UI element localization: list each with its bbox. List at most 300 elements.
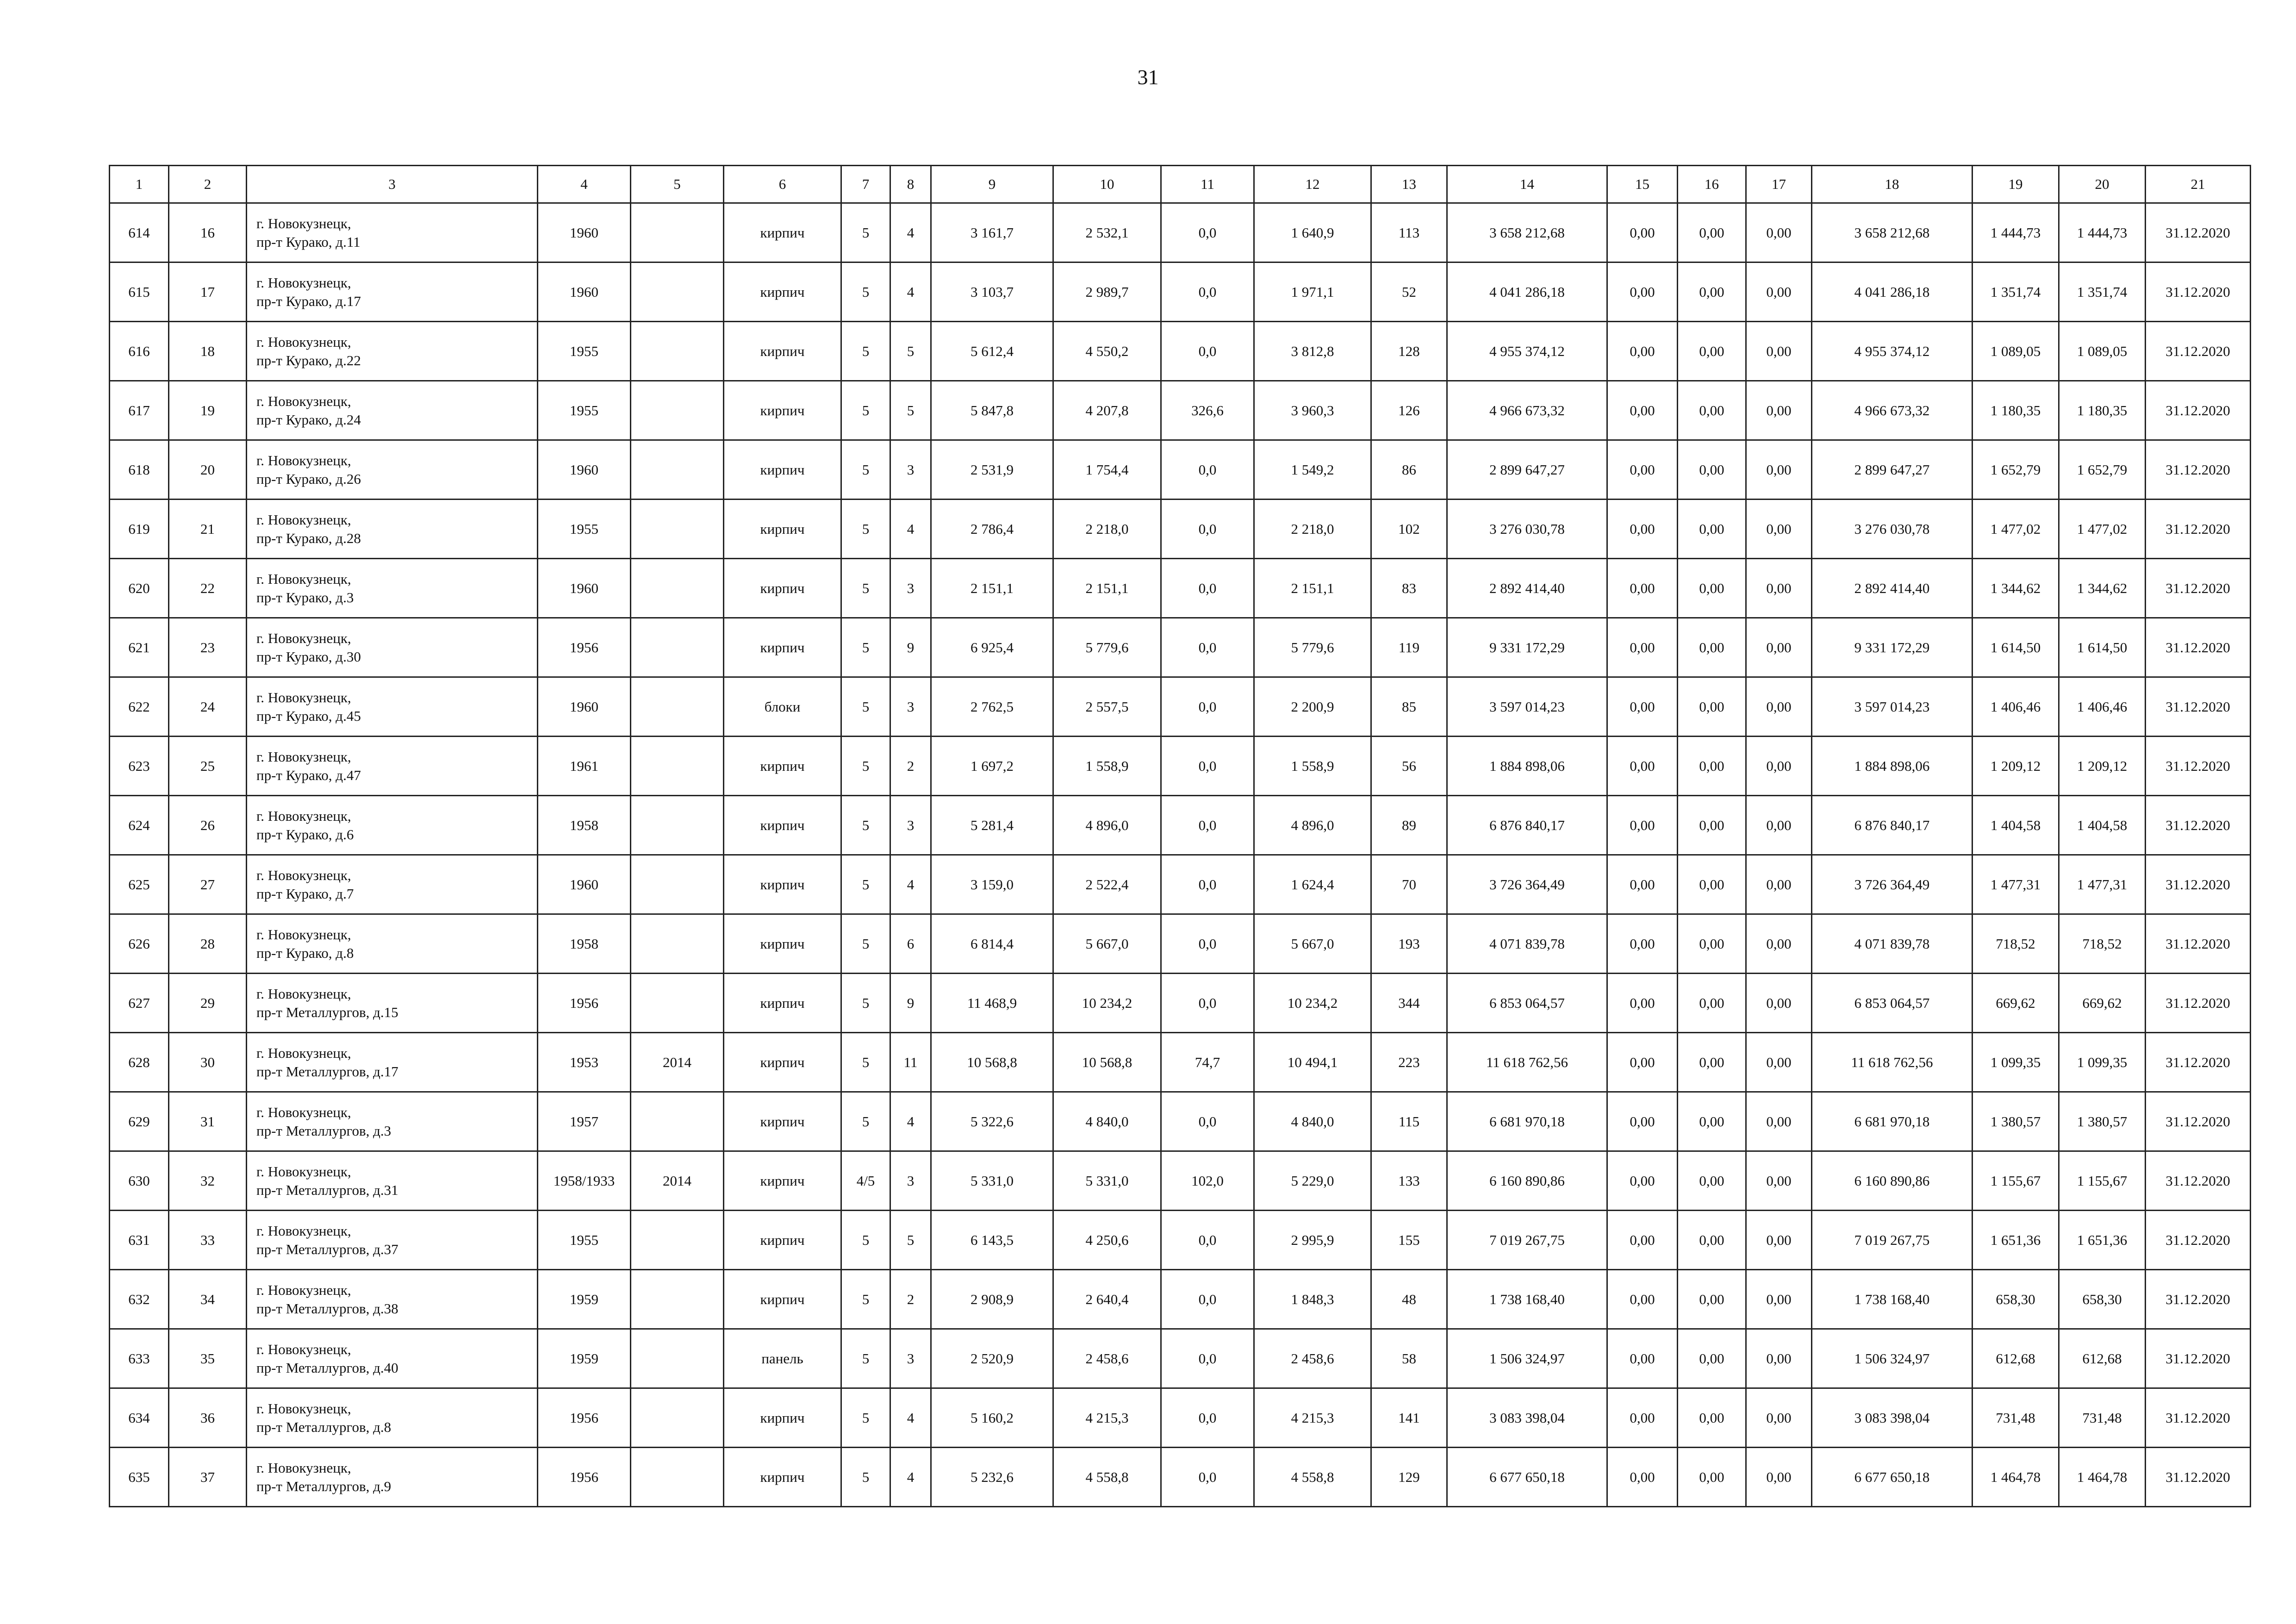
table-row xyxy=(110,500,2251,559)
column-header: 6 xyxy=(724,166,841,203)
cell-material: кирпич xyxy=(724,1448,841,1507)
cell-c19: 1 089,05 xyxy=(1972,322,2059,381)
cell-area-nonres: 74,7 xyxy=(1161,1033,1254,1092)
cell-area-nonres: 0,0 xyxy=(1161,500,1254,559)
cell-c17: 0,00 xyxy=(1746,1388,1812,1448)
cell-year-built: 1961 xyxy=(538,737,631,796)
cell-c20: 1 464,78 xyxy=(2059,1448,2146,1507)
cell-date: 31.12.2020 xyxy=(2146,381,2251,440)
cell-n: 29 xyxy=(169,974,247,1033)
cell-year-built: 1955 xyxy=(538,322,631,381)
cell-area-apt: 10 234,2 xyxy=(1254,974,1371,1033)
cell-date: 31.12.2020 xyxy=(2146,1388,2251,1448)
cell-material: кирпич xyxy=(724,974,841,1033)
cell-year-built: 1957 xyxy=(538,1092,631,1151)
cell-entrances: 4 xyxy=(890,1388,931,1448)
cell-c20: 658,30 xyxy=(2059,1270,2146,1329)
address-city: г. Новокузнецк, xyxy=(256,926,351,943)
cell-n: 37 xyxy=(169,1448,247,1507)
cell-c20: 1 099,35 xyxy=(2059,1033,2146,1092)
table-row xyxy=(110,381,2251,440)
cell-floors: 5 xyxy=(841,737,890,796)
cell-entrances: 4 xyxy=(890,262,931,322)
column-header: 19 xyxy=(1972,166,2059,203)
cell-area-apt: 5 667,0 xyxy=(1254,914,1371,974)
cell-c15: 0,00 xyxy=(1607,203,1678,262)
cell-c17: 0,00 xyxy=(1746,1329,1812,1388)
column-header: 18 xyxy=(1812,166,1972,203)
cell-c18: 7 019 267,75 xyxy=(1812,1211,1972,1270)
cell-no: 614 xyxy=(110,203,169,262)
cell-year-repair xyxy=(631,796,724,855)
cell-c19: 1 614,50 xyxy=(1972,618,2059,677)
cell-c18: 4 071 839,78 xyxy=(1812,914,1972,974)
cell-residents: 113 xyxy=(1371,203,1447,262)
cell-c16: 0,00 xyxy=(1678,322,1746,381)
cell-n: 20 xyxy=(169,440,247,500)
cell-area-res: 4 207,8 xyxy=(1053,381,1161,440)
cell-date: 31.12.2020 xyxy=(2146,1270,2251,1329)
address-city: г. Новокузнецк, xyxy=(256,1459,351,1476)
cell-c18: 4 955 374,12 xyxy=(1812,322,1972,381)
cell-c16: 0,00 xyxy=(1678,855,1746,914)
column-header: 16 xyxy=(1678,166,1746,203)
cell-entrances: 4 xyxy=(890,855,931,914)
cell-no: 628 xyxy=(110,1033,169,1092)
cell-year-built: 1960 xyxy=(538,559,631,618)
cell-c19: 731,48 xyxy=(1972,1388,2059,1448)
address-street: пр-т Курако, д.22 xyxy=(256,352,361,369)
cell-area-total: 2 908,9 xyxy=(931,1270,1053,1329)
cell-date: 31.12.2020 xyxy=(2146,618,2251,677)
cell-c19: 1 380,57 xyxy=(1972,1092,2059,1151)
cell-c18: 2 899 647,27 xyxy=(1812,440,1972,500)
cell-material: панель xyxy=(724,1329,841,1388)
cell-n: 35 xyxy=(169,1329,247,1388)
cell-year-repair xyxy=(631,1388,724,1448)
column-number-row xyxy=(110,166,2251,203)
cell-floors: 5 xyxy=(841,974,890,1033)
cell-residents: 133 xyxy=(1371,1151,1447,1211)
cell-c15: 0,00 xyxy=(1607,1329,1678,1388)
table-row xyxy=(110,1270,2251,1329)
cell-area-total: 2 786,4 xyxy=(931,500,1053,559)
cell-area-apt: 10 494,1 xyxy=(1254,1033,1371,1092)
cell-c20: 1 089,05 xyxy=(2059,322,2146,381)
cell-residents: 48 xyxy=(1371,1270,1447,1329)
cell-residents: 56 xyxy=(1371,737,1447,796)
address-street: пр-т Металлургов, д.3 xyxy=(256,1122,392,1139)
cell-c19: 1 464,78 xyxy=(1972,1448,2059,1507)
cell-year-repair xyxy=(631,974,724,1033)
cell-material: кирпич xyxy=(724,1270,841,1329)
cell-cost-total: 4 955 374,12 xyxy=(1447,322,1607,381)
address-cell xyxy=(247,618,538,677)
cell-n: 36 xyxy=(169,1388,247,1448)
cell-date: 31.12.2020 xyxy=(2146,262,2251,322)
cell-floors: 5 xyxy=(841,1033,890,1092)
cell-material: кирпич xyxy=(724,262,841,322)
cell-c15: 0,00 xyxy=(1607,500,1678,559)
cell-date: 31.12.2020 xyxy=(2146,559,2251,618)
address-city: г. Новокузнецк, xyxy=(256,1281,351,1298)
cell-material: кирпич xyxy=(724,1092,841,1151)
table-row xyxy=(110,1033,2251,1092)
cell-entrances: 4 xyxy=(890,1092,931,1151)
column-header: 7 xyxy=(841,166,890,203)
cell-cost-total: 3 597 014,23 xyxy=(1447,677,1607,737)
cell-area-total: 2 762,5 xyxy=(931,677,1053,737)
cell-c20: 1 477,02 xyxy=(2059,500,2146,559)
cell-c15: 0,00 xyxy=(1607,262,1678,322)
cell-c15: 0,00 xyxy=(1607,737,1678,796)
cell-area-res: 10 568,8 xyxy=(1053,1033,1161,1092)
cell-area-apt: 4 215,3 xyxy=(1254,1388,1371,1448)
cell-c18: 3 597 014,23 xyxy=(1812,677,1972,737)
cell-residents: 89 xyxy=(1371,796,1447,855)
table-row xyxy=(110,974,2251,1033)
cell-area-nonres: 0,0 xyxy=(1161,737,1254,796)
cell-c19: 1 099,35 xyxy=(1972,1033,2059,1092)
cell-area-res: 4 215,3 xyxy=(1053,1388,1161,1448)
cell-c18: 3 083 398,04 xyxy=(1812,1388,1972,1448)
cell-c19: 669,62 xyxy=(1972,974,2059,1033)
cell-area-total: 5 232,6 xyxy=(931,1448,1053,1507)
table-row xyxy=(110,440,2251,500)
cell-residents: 52 xyxy=(1371,262,1447,322)
cell-material: кирпич xyxy=(724,440,841,500)
column-header: 14 xyxy=(1447,166,1607,203)
cell-n: 31 xyxy=(169,1092,247,1151)
cell-year-repair xyxy=(631,618,724,677)
cell-c17: 0,00 xyxy=(1746,855,1812,914)
address-city: г. Новокузнецк, xyxy=(256,748,351,765)
cell-year-repair xyxy=(631,1211,724,1270)
address-cell xyxy=(247,381,538,440)
cell-area-total: 3 159,0 xyxy=(931,855,1053,914)
cell-year-repair xyxy=(631,381,724,440)
cell-cost-total: 11 618 762,56 xyxy=(1447,1033,1607,1092)
cell-residents: 344 xyxy=(1371,974,1447,1033)
cell-c17: 0,00 xyxy=(1746,203,1812,262)
cell-entrances: 3 xyxy=(890,1329,931,1388)
cell-entrances: 3 xyxy=(890,677,931,737)
table-row xyxy=(110,262,2251,322)
cell-residents: 129 xyxy=(1371,1448,1447,1507)
column-header: 21 xyxy=(2146,166,2251,203)
cell-c20: 1 180,35 xyxy=(2059,381,2146,440)
cell-entrances: 3 xyxy=(890,440,931,500)
cell-year-repair xyxy=(631,914,724,974)
cell-area-res: 2 532,1 xyxy=(1053,203,1161,262)
cell-year-repair xyxy=(631,737,724,796)
cell-area-apt: 1 624,4 xyxy=(1254,855,1371,914)
cell-c16: 0,00 xyxy=(1678,559,1746,618)
cell-residents: 70 xyxy=(1371,855,1447,914)
cell-c19: 1 180,35 xyxy=(1972,381,2059,440)
cell-area-total: 5 612,4 xyxy=(931,322,1053,381)
cell-date: 31.12.2020 xyxy=(2146,203,2251,262)
cell-c18: 6 160 890,86 xyxy=(1812,1151,1972,1211)
cell-material: кирпич xyxy=(724,1033,841,1092)
cell-year-repair xyxy=(631,500,724,559)
cell-n: 16 xyxy=(169,203,247,262)
cell-no: 634 xyxy=(110,1388,169,1448)
cell-n: 25 xyxy=(169,737,247,796)
cell-n: 24 xyxy=(169,677,247,737)
cell-residents: 85 xyxy=(1371,677,1447,737)
cell-year-repair xyxy=(631,203,724,262)
cell-c16: 0,00 xyxy=(1678,262,1746,322)
cell-area-total: 11 468,9 xyxy=(931,974,1053,1033)
cell-area-res: 2 151,1 xyxy=(1053,559,1161,618)
housing-table xyxy=(109,165,2251,1507)
cell-material: кирпич xyxy=(724,618,841,677)
cell-entrances: 5 xyxy=(890,381,931,440)
cell-c16: 0,00 xyxy=(1678,1151,1746,1211)
cell-c18: 6 677 650,18 xyxy=(1812,1448,1972,1507)
cell-c20: 1 404,58 xyxy=(2059,796,2146,855)
cell-cost-total: 1 884 898,06 xyxy=(1447,737,1607,796)
cell-residents: 119 xyxy=(1371,618,1447,677)
cell-area-total: 6 814,4 xyxy=(931,914,1053,974)
address-city: г. Новокузнецк, xyxy=(256,1044,351,1061)
cell-c15: 0,00 xyxy=(1607,1388,1678,1448)
cell-c19: 1 477,02 xyxy=(1972,500,2059,559)
cell-c19: 718,52 xyxy=(1972,914,2059,974)
address-cell xyxy=(247,796,538,855)
table-row xyxy=(110,1448,2251,1507)
cell-c16: 0,00 xyxy=(1678,500,1746,559)
address-street: пр-т Курако, д.45 xyxy=(256,707,361,724)
cell-entrances: 2 xyxy=(890,1270,931,1329)
cell-c20: 1 155,67 xyxy=(2059,1151,2146,1211)
cell-cost-total: 6 160 890,86 xyxy=(1447,1151,1607,1211)
cell-c15: 0,00 xyxy=(1607,1151,1678,1211)
cell-no: 617 xyxy=(110,381,169,440)
address-cell xyxy=(247,203,538,262)
address-street: пр-т Курако, д.7 xyxy=(256,885,354,902)
cell-year-built: 1958 xyxy=(538,914,631,974)
address-street: пр-т Металлургов, д.15 xyxy=(256,1004,398,1020)
address-cell xyxy=(247,974,538,1033)
cell-no: 621 xyxy=(110,618,169,677)
cell-c20: 1 406,46 xyxy=(2059,677,2146,737)
cell-n: 33 xyxy=(169,1211,247,1270)
cell-material: кирпич xyxy=(724,1388,841,1448)
column-header: 11 xyxy=(1161,166,1254,203)
cell-year-repair xyxy=(631,440,724,500)
cell-c17: 0,00 xyxy=(1746,1448,1812,1507)
cell-residents: 223 xyxy=(1371,1033,1447,1092)
cell-area-nonres: 0,0 xyxy=(1161,322,1254,381)
cell-date: 31.12.2020 xyxy=(2146,796,2251,855)
cell-c15: 0,00 xyxy=(1607,440,1678,500)
cell-c17: 0,00 xyxy=(1746,737,1812,796)
cell-c16: 0,00 xyxy=(1678,1092,1746,1151)
cell-cost-total: 3 276 030,78 xyxy=(1447,500,1607,559)
cell-cost-total: 4 071 839,78 xyxy=(1447,914,1607,974)
cell-year-built: 1955 xyxy=(538,500,631,559)
column-header: 12 xyxy=(1254,166,1371,203)
table-row xyxy=(110,796,2251,855)
cell-c15: 0,00 xyxy=(1607,559,1678,618)
cell-c15: 0,00 xyxy=(1607,914,1678,974)
cell-year-built: 1955 xyxy=(538,1211,631,1270)
address-city: г. Новокузнецк, xyxy=(256,274,351,291)
column-header: 9 xyxy=(931,166,1053,203)
cell-area-nonres: 0,0 xyxy=(1161,1388,1254,1448)
table-row xyxy=(110,1329,2251,1388)
cell-area-nonres: 0,0 xyxy=(1161,1270,1254,1329)
cell-c15: 0,00 xyxy=(1607,1092,1678,1151)
cell-floors: 5 xyxy=(841,559,890,618)
cell-cost-total: 3 083 398,04 xyxy=(1447,1388,1607,1448)
address-city: г. Новокузнецк, xyxy=(256,807,351,824)
cell-year-repair: 2014 xyxy=(631,1151,724,1211)
cell-entrances: 11 xyxy=(890,1033,931,1092)
cell-c16: 0,00 xyxy=(1678,381,1746,440)
cell-date: 31.12.2020 xyxy=(2146,1151,2251,1211)
cell-area-apt: 5 229,0 xyxy=(1254,1151,1371,1211)
cell-area-res: 5 331,0 xyxy=(1053,1151,1161,1211)
cell-c20: 1 380,57 xyxy=(2059,1092,2146,1151)
cell-area-nonres: 0,0 xyxy=(1161,1329,1254,1388)
address-city: г. Новокузнецк, xyxy=(256,393,351,409)
cell-no: 615 xyxy=(110,262,169,322)
cell-no: 629 xyxy=(110,1092,169,1151)
cell-entrances: 3 xyxy=(890,559,931,618)
cell-area-res: 4 896,0 xyxy=(1053,796,1161,855)
cell-c15: 0,00 xyxy=(1607,855,1678,914)
address-cell xyxy=(247,1033,538,1092)
cell-c16: 0,00 xyxy=(1678,440,1746,500)
cell-year-built: 1955 xyxy=(538,381,631,440)
cell-material: кирпич xyxy=(724,322,841,381)
cell-floors: 5 xyxy=(841,1211,890,1270)
cell-n: 21 xyxy=(169,500,247,559)
cell-c19: 1 209,12 xyxy=(1972,737,2059,796)
cell-area-res: 1 754,4 xyxy=(1053,440,1161,500)
cell-area-res: 4 550,2 xyxy=(1053,322,1161,381)
cell-c18: 1 884 898,06 xyxy=(1812,737,1972,796)
cell-area-res: 4 840,0 xyxy=(1053,1092,1161,1151)
cell-area-total: 2 520,9 xyxy=(931,1329,1053,1388)
cell-area-nonres: 326,6 xyxy=(1161,381,1254,440)
cell-c17: 0,00 xyxy=(1746,1092,1812,1151)
table-row xyxy=(110,914,2251,974)
cell-area-res: 5 779,6 xyxy=(1053,618,1161,677)
cell-no: 630 xyxy=(110,1151,169,1211)
page-number: 31 xyxy=(1137,65,1159,89)
address-cell xyxy=(247,1448,538,1507)
cell-year-repair xyxy=(631,1270,724,1329)
cell-year-repair xyxy=(631,322,724,381)
cell-floors: 5 xyxy=(841,1270,890,1329)
cell-year-repair xyxy=(631,1448,724,1507)
cell-c18: 4 966 673,32 xyxy=(1812,381,1972,440)
address-city: г. Новокузнецк, xyxy=(256,1222,351,1239)
cell-area-nonres: 0,0 xyxy=(1161,855,1254,914)
cell-c17: 0,00 xyxy=(1746,381,1812,440)
cell-cost-total: 6 853 064,57 xyxy=(1447,974,1607,1033)
cell-entrances: 5 xyxy=(890,1211,931,1270)
column-header: 4 xyxy=(538,166,631,203)
cell-area-res: 10 234,2 xyxy=(1053,974,1161,1033)
cell-area-total: 5 847,8 xyxy=(931,381,1053,440)
cell-c20: 731,48 xyxy=(2059,1388,2146,1448)
cell-area-nonres: 0,0 xyxy=(1161,440,1254,500)
cell-c17: 0,00 xyxy=(1746,440,1812,500)
cell-n: 18 xyxy=(169,322,247,381)
cell-c20: 1 444,73 xyxy=(2059,203,2146,262)
cell-floors: 5 xyxy=(841,618,890,677)
cell-entrances: 4 xyxy=(890,500,931,559)
cell-year-built: 1956 xyxy=(538,974,631,1033)
cell-year-repair xyxy=(631,262,724,322)
cell-area-apt: 4 558,8 xyxy=(1254,1448,1371,1507)
address-street: пр-т Курако, д.11 xyxy=(256,233,361,250)
cell-area-total: 2 531,9 xyxy=(931,440,1053,500)
cell-c18: 2 892 414,40 xyxy=(1812,559,1972,618)
cell-c20: 718,52 xyxy=(2059,914,2146,974)
cell-residents: 83 xyxy=(1371,559,1447,618)
cell-area-apt: 3 960,3 xyxy=(1254,381,1371,440)
table-row xyxy=(110,1388,2251,1448)
address-cell xyxy=(247,677,538,737)
cell-c17: 0,00 xyxy=(1746,974,1812,1033)
cell-c19: 1 652,79 xyxy=(1972,440,2059,500)
table-row xyxy=(110,737,2251,796)
cell-floors: 5 xyxy=(841,1329,890,1388)
cell-c19: 1 406,46 xyxy=(1972,677,2059,737)
cell-c16: 0,00 xyxy=(1678,1033,1746,1092)
cell-area-apt: 2 458,6 xyxy=(1254,1329,1371,1388)
cell-c17: 0,00 xyxy=(1746,322,1812,381)
cell-entrances: 3 xyxy=(890,1151,931,1211)
cell-floors: 5 xyxy=(841,381,890,440)
cell-area-apt: 2 200,9 xyxy=(1254,677,1371,737)
cell-c17: 0,00 xyxy=(1746,1211,1812,1270)
cell-cost-total: 9 331 172,29 xyxy=(1447,618,1607,677)
cell-area-apt: 1 558,9 xyxy=(1254,737,1371,796)
cell-floors: 5 xyxy=(841,677,890,737)
cell-entrances: 9 xyxy=(890,974,931,1033)
cell-no: 619 xyxy=(110,500,169,559)
column-header: 20 xyxy=(2059,166,2146,203)
cell-c15: 0,00 xyxy=(1607,796,1678,855)
cell-c19: 658,30 xyxy=(1972,1270,2059,1329)
cell-date: 31.12.2020 xyxy=(2146,1092,2251,1151)
address-cell xyxy=(247,1151,538,1211)
cell-c15: 0,00 xyxy=(1607,618,1678,677)
cell-area-apt: 2 151,1 xyxy=(1254,559,1371,618)
cell-c20: 612,68 xyxy=(2059,1329,2146,1388)
cell-floors: 5 xyxy=(841,855,890,914)
cell-c15: 0,00 xyxy=(1607,974,1678,1033)
cell-area-res: 4 558,8 xyxy=(1053,1448,1161,1507)
table-row xyxy=(110,677,2251,737)
cell-material: кирпич xyxy=(724,559,841,618)
cell-area-nonres: 0,0 xyxy=(1161,618,1254,677)
cell-area-total: 3 103,7 xyxy=(931,262,1053,322)
cell-area-total: 5 281,4 xyxy=(931,796,1053,855)
cell-residents: 86 xyxy=(1371,440,1447,500)
table-row xyxy=(110,618,2251,677)
cell-c18: 9 331 172,29 xyxy=(1812,618,1972,677)
cell-floors: 5 xyxy=(841,1388,890,1448)
cell-area-nonres: 0,0 xyxy=(1161,677,1254,737)
